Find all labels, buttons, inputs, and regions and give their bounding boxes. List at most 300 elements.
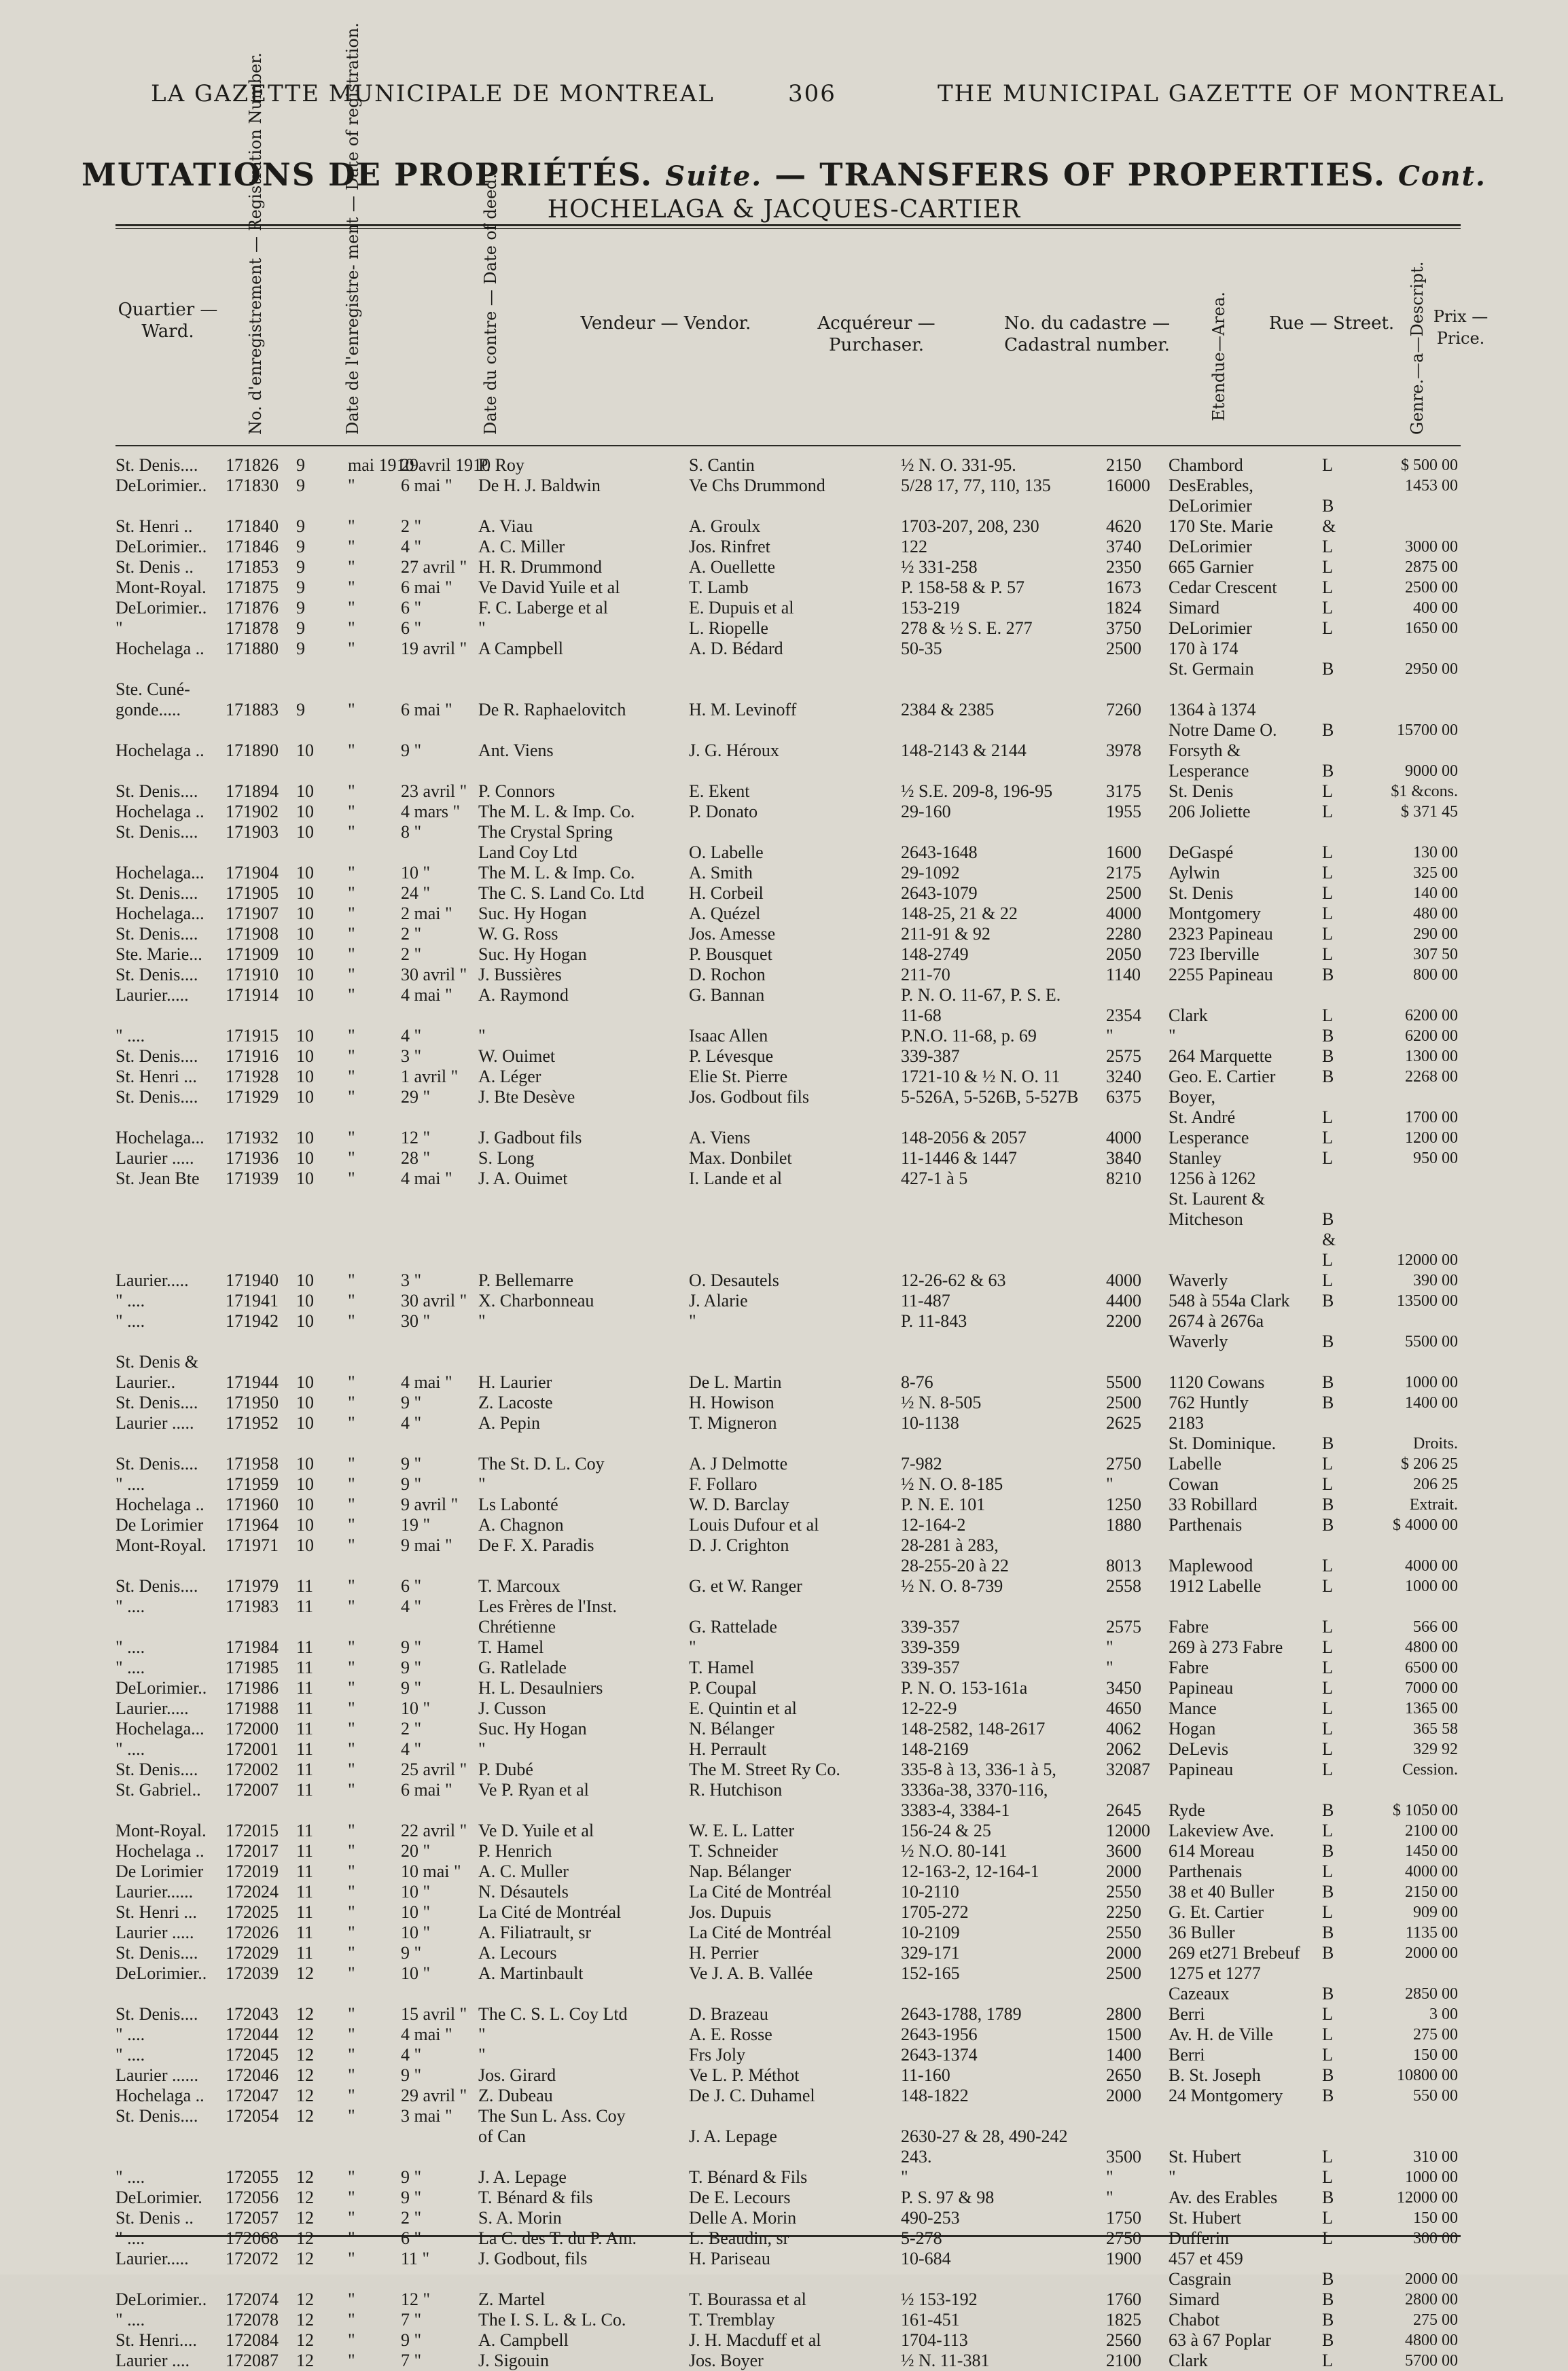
cell-date-deed: 9 " — [401, 741, 422, 760]
cell-date-reg — [295, 1250, 346, 1270]
table-row — [114, 2228, 1459, 2249]
cell-reg — [224, 720, 295, 741]
cell-date-reg2: " — [348, 1861, 355, 1881]
cell-reg — [224, 1189, 295, 1209]
cell-cadastral: 2630-27 & 28, 490-242 — [901, 2126, 1068, 2146]
cell-reg: 171909 — [226, 944, 279, 964]
cell-vendor: The St. D. L. Coy — [478, 1454, 605, 1474]
cell-ward — [114, 2147, 224, 2167]
cell-street — [1167, 822, 1321, 842]
cell-area — [1105, 1250, 1167, 1270]
cell-date-reg — [295, 679, 346, 700]
cell-date-deed: 6 mai " — [401, 1780, 452, 1800]
table-row — [114, 2289, 1459, 2310]
cell-street: Clark — [1169, 2351, 1208, 2370]
cell-reg: 171875 — [226, 577, 279, 597]
cell-price: Cession. — [1402, 1761, 1458, 1779]
cell-reg: 172039 — [226, 1963, 279, 1983]
cell-purchaser: G. Rattelade — [689, 1617, 777, 1637]
cell-cadastral: 50-35 — [901, 639, 942, 658]
cell-street: 2183 — [1169, 1413, 1204, 1433]
cell-date-reg: 12 — [296, 2208, 314, 2228]
cell-date-reg — [295, 1800, 346, 1821]
cell-reg: 172001 — [226, 1739, 279, 1759]
cell-vendor: J. Cusson — [478, 1698, 546, 1718]
cell-date-reg2: " — [348, 1637, 355, 1657]
cell-purchaser: De L. Martin — [689, 1372, 782, 1392]
cell-date-deed: 10 " — [401, 1902, 431, 1922]
cell-purchaser — [688, 761, 899, 781]
cell-vendor: W. Ouimet — [478, 1046, 556, 1066]
cell-descr — [1321, 1169, 1338, 1189]
cell-date-reg2: " — [348, 1046, 355, 1066]
cell-descr: L — [1322, 1107, 1333, 1127]
cell-date-deed: 4 mai " — [401, 1372, 452, 1392]
cell-price: 2000 00 — [1405, 1944, 1458, 1962]
cell-reg — [224, 1433, 295, 1454]
cell-date-reg: 10 — [296, 822, 314, 842]
table-row — [114, 1576, 1459, 1597]
cell-area — [1105, 1230, 1167, 1250]
cell-reg: 172078 — [226, 2310, 279, 2330]
cell-descr: L — [1322, 1474, 1333, 1494]
cell-purchaser — [688, 1597, 899, 1617]
cell-purchaser: I. Lande et al — [689, 1169, 783, 1188]
cell-date-reg2: " — [348, 1393, 355, 1412]
cell-street: Mitcheson — [1169, 1209, 1243, 1229]
cell-date-reg2: " — [348, 985, 355, 1005]
cell-date-deed: 10 " — [401, 863, 431, 883]
cell-price: 310 00 — [1413, 2148, 1458, 2166]
cell-date-reg2 — [346, 1556, 399, 1576]
cell-street: Av. des Erables — [1169, 2188, 1278, 2207]
cell-street: Stanley — [1169, 1148, 1222, 1168]
cell-price: $ 206 25 — [1401, 1455, 1458, 1473]
table-row — [114, 1678, 1459, 1698]
cell-area: " — [1106, 1474, 1113, 1494]
cell-descr — [1321, 1535, 1338, 1556]
cell-cadastral: 11-487 — [901, 1291, 950, 1311]
cell-descr: B — [1322, 1515, 1334, 1535]
cell-price — [1338, 1087, 1459, 1107]
cell-street: Papineau — [1169, 1760, 1234, 1779]
cell-street: Montgomery — [1169, 904, 1261, 923]
cell-purchaser: T. Tremblay — [689, 2310, 775, 2330]
table-row — [114, 2065, 1459, 2086]
cell-reg: 172029 — [226, 1943, 279, 1963]
cell-vendor — [477, 1332, 688, 1352]
cell-date-reg2: " — [348, 2310, 355, 2330]
cell-date-reg2: " — [348, 2228, 355, 2248]
cell-descr: L — [1322, 577, 1333, 597]
cell-street — [1167, 1597, 1321, 1617]
cell-ward: Laurier ..... — [115, 1148, 194, 1168]
cell-cadastral: ½ 331-258 — [901, 557, 978, 577]
cell-date-deed: 9 " — [401, 1658, 422, 1677]
cell-ward: " .... — [115, 1474, 145, 1494]
header-right: THE MUNICIPAL GAZETTE OF MONTREAL — [938, 80, 1505, 107]
cell-area: 16000 — [1106, 476, 1150, 495]
cell-date-reg: 11 — [296, 1739, 314, 1759]
cell-area: 3600 — [1106, 1841, 1141, 1861]
cell-street — [1167, 985, 1321, 1005]
table-row — [114, 2167, 1459, 2188]
cell-area: 2750 — [1106, 1454, 1141, 1474]
cell-ward: Hochelaga .. — [115, 639, 204, 658]
table-row — [114, 1821, 1459, 1841]
cell-date-reg: 10 — [296, 1067, 314, 1086]
cell-ward: " .... — [115, 1291, 145, 1311]
table-row — [114, 1189, 1459, 1209]
table-row — [114, 1087, 1459, 1107]
cell-cadastral: 211-70 — [901, 965, 950, 984]
cell-purchaser: Max. Donbilet — [689, 1148, 792, 1168]
cell-date-reg: 11 — [296, 1658, 314, 1677]
cell-price — [1338, 1535, 1459, 1556]
cell-purchaser: F. Follaro — [689, 1474, 758, 1494]
cell-date-reg2: " — [348, 1739, 355, 1759]
cell-reg: 171830 — [226, 476, 279, 495]
cell-price — [1338, 1169, 1459, 1189]
table-row — [114, 1963, 1459, 1984]
cell-area: 8210 — [1106, 1169, 1141, 1188]
cell-date-reg2 — [346, 842, 399, 863]
cell-date-reg2: " — [348, 1821, 355, 1840]
table-row — [114, 1923, 1459, 1943]
cell-cadastral: 8-76 — [901, 1372, 933, 1392]
cell-date-reg2 — [346, 1800, 399, 1821]
table-row — [114, 1719, 1459, 1739]
cell-cadastral: 122 — [901, 537, 927, 556]
cell-area: 2500 — [1106, 639, 1141, 658]
cell-date-deed — [399, 2126, 477, 2147]
cell-price: 566 00 — [1413, 1618, 1458, 1636]
cell-cadastral: 12-164-2 — [901, 1515, 966, 1535]
cell-date-deed — [399, 1352, 477, 1372]
cell-purchaser — [688, 1984, 899, 2004]
cell-date-deed: 4 " — [401, 1413, 422, 1433]
table-row — [114, 2106, 1459, 2126]
cell-vendor — [477, 2147, 688, 2167]
cell-price — [1338, 1209, 1459, 1230]
cell-reg: 171903 — [226, 822, 279, 842]
cell-area: 4000 — [1106, 904, 1141, 923]
cell-descr — [1321, 700, 1338, 720]
cell-area: 2150 — [1106, 455, 1141, 475]
cell-descr: & — [1322, 1230, 1336, 1249]
cell-reg: 171986 — [226, 1678, 279, 1698]
cell-street: 1912 Labelle — [1169, 1576, 1262, 1596]
cell-purchaser: D. Rochon — [689, 965, 766, 984]
cell-purchaser — [688, 1107, 899, 1128]
cell-date-reg: 10 — [296, 985, 314, 1005]
cell-cadastral: 148-2056 & 2057 — [901, 1128, 1027, 1147]
cell-descr: L — [1322, 883, 1333, 903]
cell-date-reg2 — [346, 2126, 399, 2147]
cell-purchaser: J. A. Lepage — [689, 2126, 777, 2146]
cell-ward — [114, 842, 224, 863]
col-date-reg: Date de l'enregistre- ment — Date of registration. — [343, 22, 362, 435]
cell-date-reg: 10 — [296, 741, 314, 760]
cell-price: 6500 00 — [1405, 1659, 1458, 1677]
cell-vendor: A. Martinbault — [478, 1963, 584, 1983]
cell-date-reg: 12 — [296, 2188, 314, 2207]
cell-purchaser: P. Donato — [689, 802, 758, 821]
cell-date-reg: 9 — [296, 476, 305, 495]
cell-descr: B — [1322, 659, 1334, 679]
cell-area: 2558 — [1106, 1576, 1141, 1596]
cell-cadastral: 11-160 — [901, 2065, 950, 2085]
cell-cadastral: ½ N. O. 331-95. — [901, 455, 1016, 475]
cell-reg — [224, 2269, 295, 2289]
cell-area: 3500 — [1106, 2147, 1141, 2167]
cell-area: 3450 — [1106, 1678, 1141, 1698]
cell-date-reg2 — [346, 2269, 399, 2289]
cell-date-deed: 30 " — [401, 1311, 431, 1331]
cell-date-deed: 10 " — [401, 1882, 431, 1902]
cell-descr: B — [1322, 965, 1334, 984]
page-title: MUTATIONS DE PROPRIÉTÉS. Suite. — TRANSFERS OF PROPERTIES. Cont. — [82, 156, 1486, 193]
cell-price: 275 00 — [1413, 2026, 1458, 2044]
cell-descr: B — [1322, 1332, 1334, 1351]
table-row — [114, 1046, 1459, 1067]
table-row — [114, 761, 1459, 781]
cell-vendor: J. Sigouin — [478, 2351, 550, 2370]
cell-area — [1105, 496, 1167, 516]
cell-descr: B — [1322, 1067, 1334, 1086]
cell-descr — [1321, 1087, 1338, 1107]
cell-descr: L — [1322, 2025, 1333, 2044]
cell-price: 4800 00 — [1405, 1639, 1458, 1656]
cell-descr: L — [1322, 2208, 1333, 2228]
cell-street: 1364 à 1374 — [1169, 700, 1256, 719]
table-row — [114, 2310, 1459, 2330]
cell-price: 400 00 — [1413, 599, 1458, 617]
cell-purchaser: E. Ekent — [689, 781, 750, 801]
cell-street: Simard — [1169, 2289, 1220, 2309]
cell-ward: St. Gabriel.. — [115, 1780, 201, 1800]
cell-date-deed: 2 mai " — [401, 904, 452, 923]
cell-cadastral: 339-387 — [901, 1046, 960, 1066]
cell-area: 3175 — [1106, 781, 1141, 801]
cell-area: 2062 — [1106, 1739, 1141, 1759]
cell-vendor: " — [478, 1739, 486, 1759]
cell-vendor: Z. Martel — [478, 2289, 546, 2309]
cell-date-reg: 11 — [296, 1841, 314, 1861]
cell-cadastral: 29-1092 — [901, 863, 960, 883]
cell-purchaser: A. Quézel — [689, 904, 761, 923]
cell-descr: L — [1322, 1637, 1333, 1657]
cell-date-reg — [295, 1230, 346, 1250]
cell-cadastral: 1703-207, 208, 230 — [901, 516, 1039, 536]
cell-date-reg: 10 — [296, 1026, 314, 1046]
title-cont: Cont. — [1397, 160, 1486, 192]
cell-purchaser: N. Bélanger — [689, 1719, 774, 1739]
cell-date-reg: 10 — [296, 1311, 314, 1331]
cell-purchaser — [688, 1189, 899, 1209]
cell-date-reg2: " — [348, 1902, 355, 1922]
cell-date-deed: 1 avril " — [401, 1067, 459, 1086]
cell-purchaser: P. Bousquet — [689, 944, 772, 964]
cell-area: 1600 — [1106, 842, 1141, 862]
cell-date-reg: 12 — [296, 2228, 314, 2248]
cell-ward: " — [115, 618, 123, 638]
cell-area: 2100 — [1106, 2351, 1141, 2370]
cell-date-reg: 9 — [296, 598, 305, 618]
cell-reg — [224, 1005, 295, 1026]
cell-purchaser — [688, 1352, 899, 1372]
cell-purchaser: " — [689, 1311, 696, 1331]
cell-street: St. Denis — [1169, 781, 1234, 801]
cell-vendor: J. Bussières — [478, 965, 562, 984]
cell-vendor: Les Frères de l'Inst. — [478, 1597, 617, 1616]
cell-cadastral: 2384 & 2385 — [901, 700, 995, 719]
table-row — [114, 1984, 1459, 2004]
cell-descr: B — [1322, 2269, 1334, 2289]
cell-date-reg2: " — [348, 863, 355, 883]
cell-date-deed: 29 avril " — [401, 2086, 467, 2105]
cell-date-deed — [399, 720, 477, 741]
cell-area: 3740 — [1106, 537, 1141, 556]
cell-date-reg2: " — [348, 1923, 355, 1942]
cell-price: 5500 00 — [1405, 1333, 1458, 1351]
cell-area: 1880 — [1106, 1515, 1141, 1535]
cell-purchaser: L. Beaudin, sr — [689, 2228, 789, 2248]
cell-date-reg: 10 — [296, 1413, 314, 1433]
cell-date-reg — [295, 1189, 346, 1209]
cell-reg: 172055 — [226, 2167, 279, 2187]
cell-descr: B — [1322, 1372, 1334, 1392]
cell-reg: 172046 — [226, 2065, 279, 2085]
cell-street: Lesperance — [1169, 761, 1249, 781]
cell-date-deed: 4 mai " — [401, 1169, 452, 1188]
cell-price: 1700 00 — [1405, 1109, 1458, 1126]
cell-date-deed: 15 avril " — [401, 2004, 467, 2024]
cell-date-deed: 9 " — [401, 1393, 422, 1412]
cell-price: 1000 00 — [1405, 1577, 1458, 1595]
cell-date-deed: 12 " — [401, 1128, 431, 1147]
cell-vendor: Ve David Yuile et al — [478, 577, 620, 597]
cell-area: 32087 — [1106, 1760, 1150, 1779]
cell-purchaser: The M. Street Ry Co. — [689, 1760, 840, 1779]
cell-reg: 172002 — [226, 1760, 279, 1779]
cell-street: Fabre — [1169, 1658, 1209, 1677]
cell-descr: L — [1322, 1698, 1333, 1718]
cell-street — [1167, 1352, 1321, 1372]
cell-street: Simard — [1169, 598, 1220, 618]
table-row — [114, 1943, 1459, 1963]
table-row — [114, 924, 1459, 944]
cell-vendor: X. Charbonneau — [478, 1291, 594, 1311]
cell-ward: DeLorimier.. — [115, 2289, 207, 2309]
cell-street: DeLevis — [1169, 1739, 1229, 1759]
cell-cadastral: " — [901, 2167, 908, 2187]
cell-reg: 171939 — [226, 1169, 279, 1188]
table-row — [114, 1372, 1459, 1393]
cell-price: 950 00 — [1413, 1149, 1458, 1167]
cell-date-reg: 10 — [296, 944, 314, 964]
cell-street: 206 Joliette — [1169, 802, 1251, 821]
cell-ward: Hochelaga .. — [115, 802, 204, 821]
cell-date-reg: 9 — [296, 618, 305, 638]
cell-ward — [114, 761, 224, 781]
cell-date-reg: 9 — [296, 537, 305, 556]
cell-street: Fabre — [1169, 1617, 1209, 1637]
cell-descr: & — [1322, 516, 1336, 536]
table-row — [114, 2147, 1459, 2167]
cell-purchaser: De E. Lecours — [689, 2188, 791, 2207]
cell-date-deed: 10 " — [401, 1698, 431, 1718]
cell-date-deed: 3 " — [401, 1270, 422, 1290]
cell-date-reg — [295, 1107, 346, 1128]
cell-street: Cedar Crescent — [1169, 577, 1277, 597]
cell-area — [1105, 1189, 1167, 1209]
cell-ward: Laurier ..... — [115, 1923, 194, 1942]
cell-ward: St. Denis.... — [115, 1087, 198, 1107]
cell-date-reg2: " — [348, 1270, 355, 1290]
cell-vendor: A. Pepin — [478, 1413, 540, 1433]
cell-date-deed: 9 " — [401, 1637, 422, 1657]
cell-area — [1105, 822, 1167, 842]
cell-date-reg: 10 — [296, 904, 314, 923]
cell-reg: 171958 — [226, 1454, 279, 1474]
cell-cadastral: 490-253 — [901, 2208, 960, 2228]
cell-date-deed — [399, 1332, 477, 1352]
cell-date-deed: 29 " — [401, 1087, 431, 1107]
cell-street: DeGaspé — [1169, 842, 1234, 862]
cell-cadastral — [899, 2269, 1105, 2289]
cell-date-deed: 30 avril " — [401, 965, 467, 984]
col-descr: Genre.—a—Descript. — [1408, 261, 1427, 435]
cell-date-reg2: " — [348, 1087, 355, 1107]
cell-purchaser: Jos. Godbout fils — [689, 1087, 809, 1107]
cell-area: 2645 — [1106, 1800, 1141, 1820]
cell-date-reg2 — [346, 679, 399, 700]
cell-vendor: " — [478, 1474, 486, 1494]
cell-date-reg2: " — [348, 2065, 355, 2085]
cell-ward: " .... — [115, 2228, 145, 2248]
cell-date-reg: 10 — [296, 781, 314, 801]
cell-cadastral: 148-2749 — [901, 944, 969, 964]
table-row — [114, 679, 1459, 700]
cell-cadastral — [899, 1352, 1105, 1372]
cell-reg: 171916 — [226, 1046, 279, 1066]
cell-cadastral: ½ N. O. 8-739 — [901, 1576, 1003, 1596]
cell-date-deed: 9 " — [401, 2330, 422, 2350]
cell-descr — [1321, 1780, 1338, 1800]
cell-date-reg2: " — [348, 1760, 355, 1779]
cell-cadastral: 12-22-9 — [901, 1698, 957, 1718]
cell-date-reg: 12 — [296, 2086, 314, 2105]
cell-date-deed: 9 " — [401, 1943, 422, 1963]
cell-price: 1650 00 — [1405, 620, 1458, 637]
cell-street: DeLorimier — [1169, 618, 1252, 638]
cell-purchaser: G. Bannan — [689, 985, 765, 1005]
cell-area: 6375 — [1106, 1087, 1141, 1107]
cell-date-reg2: " — [348, 2167, 355, 2187]
page-number: 306 — [788, 80, 836, 107]
cell-ward: Mont-Royal. — [115, 577, 207, 597]
table-row — [114, 822, 1459, 842]
cell-vendor: The Sun L. Ass. Coy — [478, 2106, 626, 2126]
cell-purchaser — [688, 822, 899, 842]
cell-street: 1256 à 1262 — [1169, 1169, 1256, 1188]
cell-reg: 172045 — [226, 2045, 279, 2065]
cell-ward — [114, 659, 224, 679]
table-row — [114, 476, 1459, 496]
cell-price: 150 00 — [1413, 2209, 1458, 2227]
cell-descr: L — [1322, 1821, 1333, 1840]
